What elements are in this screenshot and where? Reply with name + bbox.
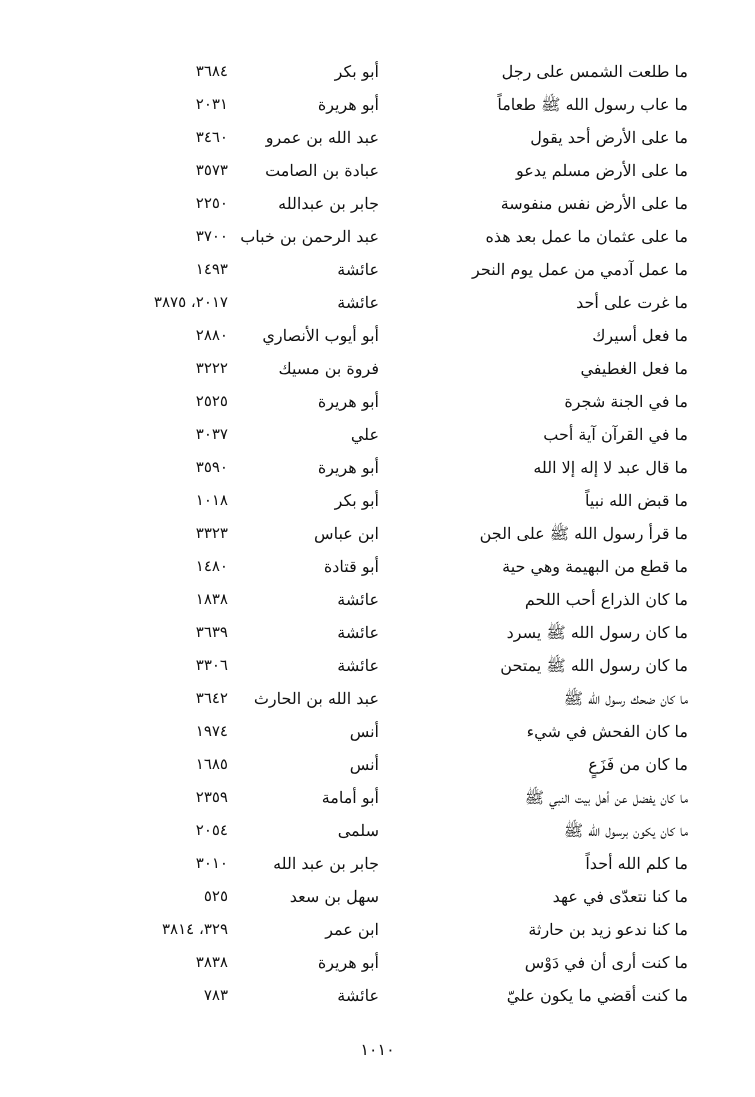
narrator-name: ابن عمر — [325, 920, 379, 939]
hadith-text: ما طلعت الشمس على رجل — [501, 62, 688, 81]
hadith-text: ما كان ضحك رسول الله ﷺ — [563, 689, 688, 708]
index-row — [0, 979, 755, 1012]
narrator-name: عبد الله بن عمرو — [265, 128, 379, 147]
index-table — [0, 55, 755, 1012]
narrator-name: عائشة — [337, 260, 379, 279]
hadith-text: ما على عثمان ما عمل بعد هذه — [485, 227, 688, 246]
hadith-number: ٢٥٢٥ — [195, 392, 228, 410]
narrator-name: عائشة — [337, 623, 379, 642]
hadith-text: ما في القرآن آية أحب — [543, 425, 688, 444]
index-row — [0, 913, 755, 946]
hadith-number: ١٤٨٠ — [195, 557, 228, 575]
narrator-name: أبو أيوب الأنصاري — [262, 326, 379, 345]
hadith-number: ٢٨٨٠ — [195, 326, 228, 344]
narrator-name: أبو هريرة — [317, 392, 379, 411]
hadith-text: ما عمل آدمي من عمل يوم النحر — [472, 260, 688, 279]
hadith-text: ما كنت أرى أن في دَوْس — [524, 953, 688, 972]
hadith-text: ما قال عبد لا إله إلا الله — [533, 458, 688, 477]
narrator-name: عائشة — [337, 986, 379, 1005]
hadith-number: ٣٢٢٢ — [195, 359, 228, 377]
hadith-number: ٢٠٥٤ — [195, 821, 228, 839]
hadith-number: ١٤٩٣ — [195, 260, 228, 278]
hadith-text: ما على الأرض أحد يقول — [530, 128, 688, 147]
hadith-number: ٢٣٥٩ — [195, 788, 228, 806]
index-row — [0, 385, 755, 418]
hadith-text: ما كنت أقضي ما يكون عليّ — [506, 986, 688, 1005]
index-row — [0, 220, 755, 253]
index-row — [0, 319, 755, 352]
hadith-number: ٣٧٠٠ — [195, 227, 228, 245]
narrator-name: عبادة بن الصامت — [265, 161, 379, 180]
narrator-name: أبو بكر — [334, 491, 379, 510]
narrator-name: أبو هريرة — [317, 458, 379, 477]
index-row — [0, 187, 755, 220]
index-row — [0, 352, 755, 385]
hadith-text: ما كان رسول الله ﷺ يمتحن — [500, 656, 688, 675]
index-row — [0, 583, 755, 616]
index-row — [0, 814, 755, 847]
hadith-number: ٢٢٥٠ — [195, 194, 228, 212]
index-row — [0, 715, 755, 748]
narrator-name: أبو بكر — [334, 62, 379, 81]
hadith-number: ٣٤٦٠ — [195, 128, 228, 146]
hadith-text: ما كان الفحش في شيء — [526, 722, 688, 741]
hadith-text: ما كان رسول الله ﷺ يسرد — [506, 623, 688, 642]
index-row — [0, 88, 755, 121]
hadith-text: ما فعل أسيرك — [592, 326, 688, 345]
hadith-text: ما فعل الغطيفي — [580, 359, 688, 378]
index-row — [0, 517, 755, 550]
hadith-text: ما كان يكون برسول الله ﷺ — [563, 821, 688, 840]
hadith-number: ٣٦٤٢ — [195, 689, 228, 707]
hadith-number: ٣٣٠٦ — [195, 656, 228, 674]
index-row — [0, 418, 755, 451]
hadith-number: ٢٠٣١ — [195, 95, 228, 113]
hadith-text: ما على الأرض مسلم يدعو — [515, 161, 688, 180]
hadith-number: ٣٦٨٤ — [195, 62, 228, 80]
hadith-number: ١٦٨٥ — [195, 755, 228, 773]
hadith-number: ٣٨٣٨ — [195, 953, 228, 971]
index-row — [0, 286, 755, 319]
index-row — [0, 253, 755, 286]
hadith-number: ١٨٣٨ — [195, 590, 228, 608]
hadith-number: ٣٥٧٣ — [195, 161, 228, 179]
narrator-name: عبد الرحمن بن خباب — [240, 227, 379, 246]
hadith-text: ما قرأ رسول الله ﷺ على الجن — [479, 524, 688, 543]
index-row — [0, 154, 755, 187]
narrator-name: أبو أمامة — [321, 788, 379, 807]
hadith-number: ٢٠١٧، ٣٨٧٥ — [153, 293, 228, 311]
narrator-name: عائشة — [337, 590, 379, 609]
hadith-number: ٣٢٩، ٣٨١٤ — [161, 920, 228, 938]
index-row — [0, 616, 755, 649]
index-row — [0, 55, 755, 88]
narrator-name: أبو هريرة — [317, 953, 379, 972]
narrator-name: عائشة — [337, 293, 379, 312]
index-row — [0, 946, 755, 979]
index-row — [0, 880, 755, 913]
narrator-name: جابر بن عبدالله — [278, 194, 379, 213]
index-row — [0, 484, 755, 517]
hadith-number: ٣٠١٠ — [195, 854, 228, 872]
page-number: ١٠١٠ — [360, 1040, 395, 1059]
hadith-number: ٣٣٢٣ — [195, 524, 228, 542]
index-row — [0, 781, 755, 814]
hadith-text: ما عاب رسول الله ﷺ طعاماً — [497, 95, 688, 114]
narrator-name: أبو قتادة — [323, 557, 379, 576]
hadith-text: ما قبض الله نبياً — [585, 491, 688, 510]
narrator-name: سهل بن سعد — [289, 887, 379, 906]
narrator-name: ابن عباس — [314, 524, 379, 543]
narrator-name: أبو هريرة — [317, 95, 379, 114]
hadith-text: ما على الأرض نفس منفوسة — [500, 194, 688, 213]
index-row — [0, 649, 755, 682]
hadith-text: ما كنا ندعو زيد بن حارثة — [528, 920, 688, 939]
narrator-name: أنس — [349, 722, 379, 741]
index-row — [0, 847, 755, 880]
index-row — [0, 121, 755, 154]
index-row — [0, 451, 755, 484]
hadith-text: ما كان الذراع أحب اللحم — [524, 590, 688, 609]
hadith-number: ٥٢٥ — [203, 887, 228, 905]
narrator-name: أنس — [349, 755, 379, 774]
narrator-name: عبد الله بن الحارث — [253, 689, 379, 708]
hadith-number: ٣٥٩٠ — [195, 458, 228, 476]
hadith-text: ما كان من فَزَعٍ — [588, 755, 688, 774]
hadith-number: ١٩٧٤ — [195, 722, 228, 740]
hadith-text: ما كنا نتعدّى في عهد — [552, 887, 688, 906]
hadith-text: ما كلم الله أحداً — [585, 854, 688, 873]
index-row — [0, 550, 755, 583]
hadith-text: ما كان يفضل عن أهل بيت النبي ﷺ — [524, 788, 688, 807]
hadith-number: ٣٦٣٩ — [195, 623, 228, 641]
narrator-name: فروة بن مسيك — [278, 359, 379, 378]
narrator-name: علي — [350, 425, 379, 444]
hadith-text: ما في الجنة شجرة — [564, 392, 688, 411]
index-row — [0, 682, 755, 715]
index-row — [0, 748, 755, 781]
hadith-number: ٣٠٣٧ — [195, 425, 228, 443]
hadith-text: ما قطع من البهيمة وهي حية — [502, 557, 688, 576]
hadith-number: ٧٨٣ — [203, 986, 228, 1004]
hadith-number: ١٠١٨ — [195, 491, 228, 509]
hadith-text: ما غرت على أحد — [576, 293, 688, 312]
narrator-name: جابر بن عبد الله — [273, 854, 379, 873]
narrator-name: عائشة — [337, 656, 379, 675]
narrator-name: سلمى — [337, 821, 379, 840]
